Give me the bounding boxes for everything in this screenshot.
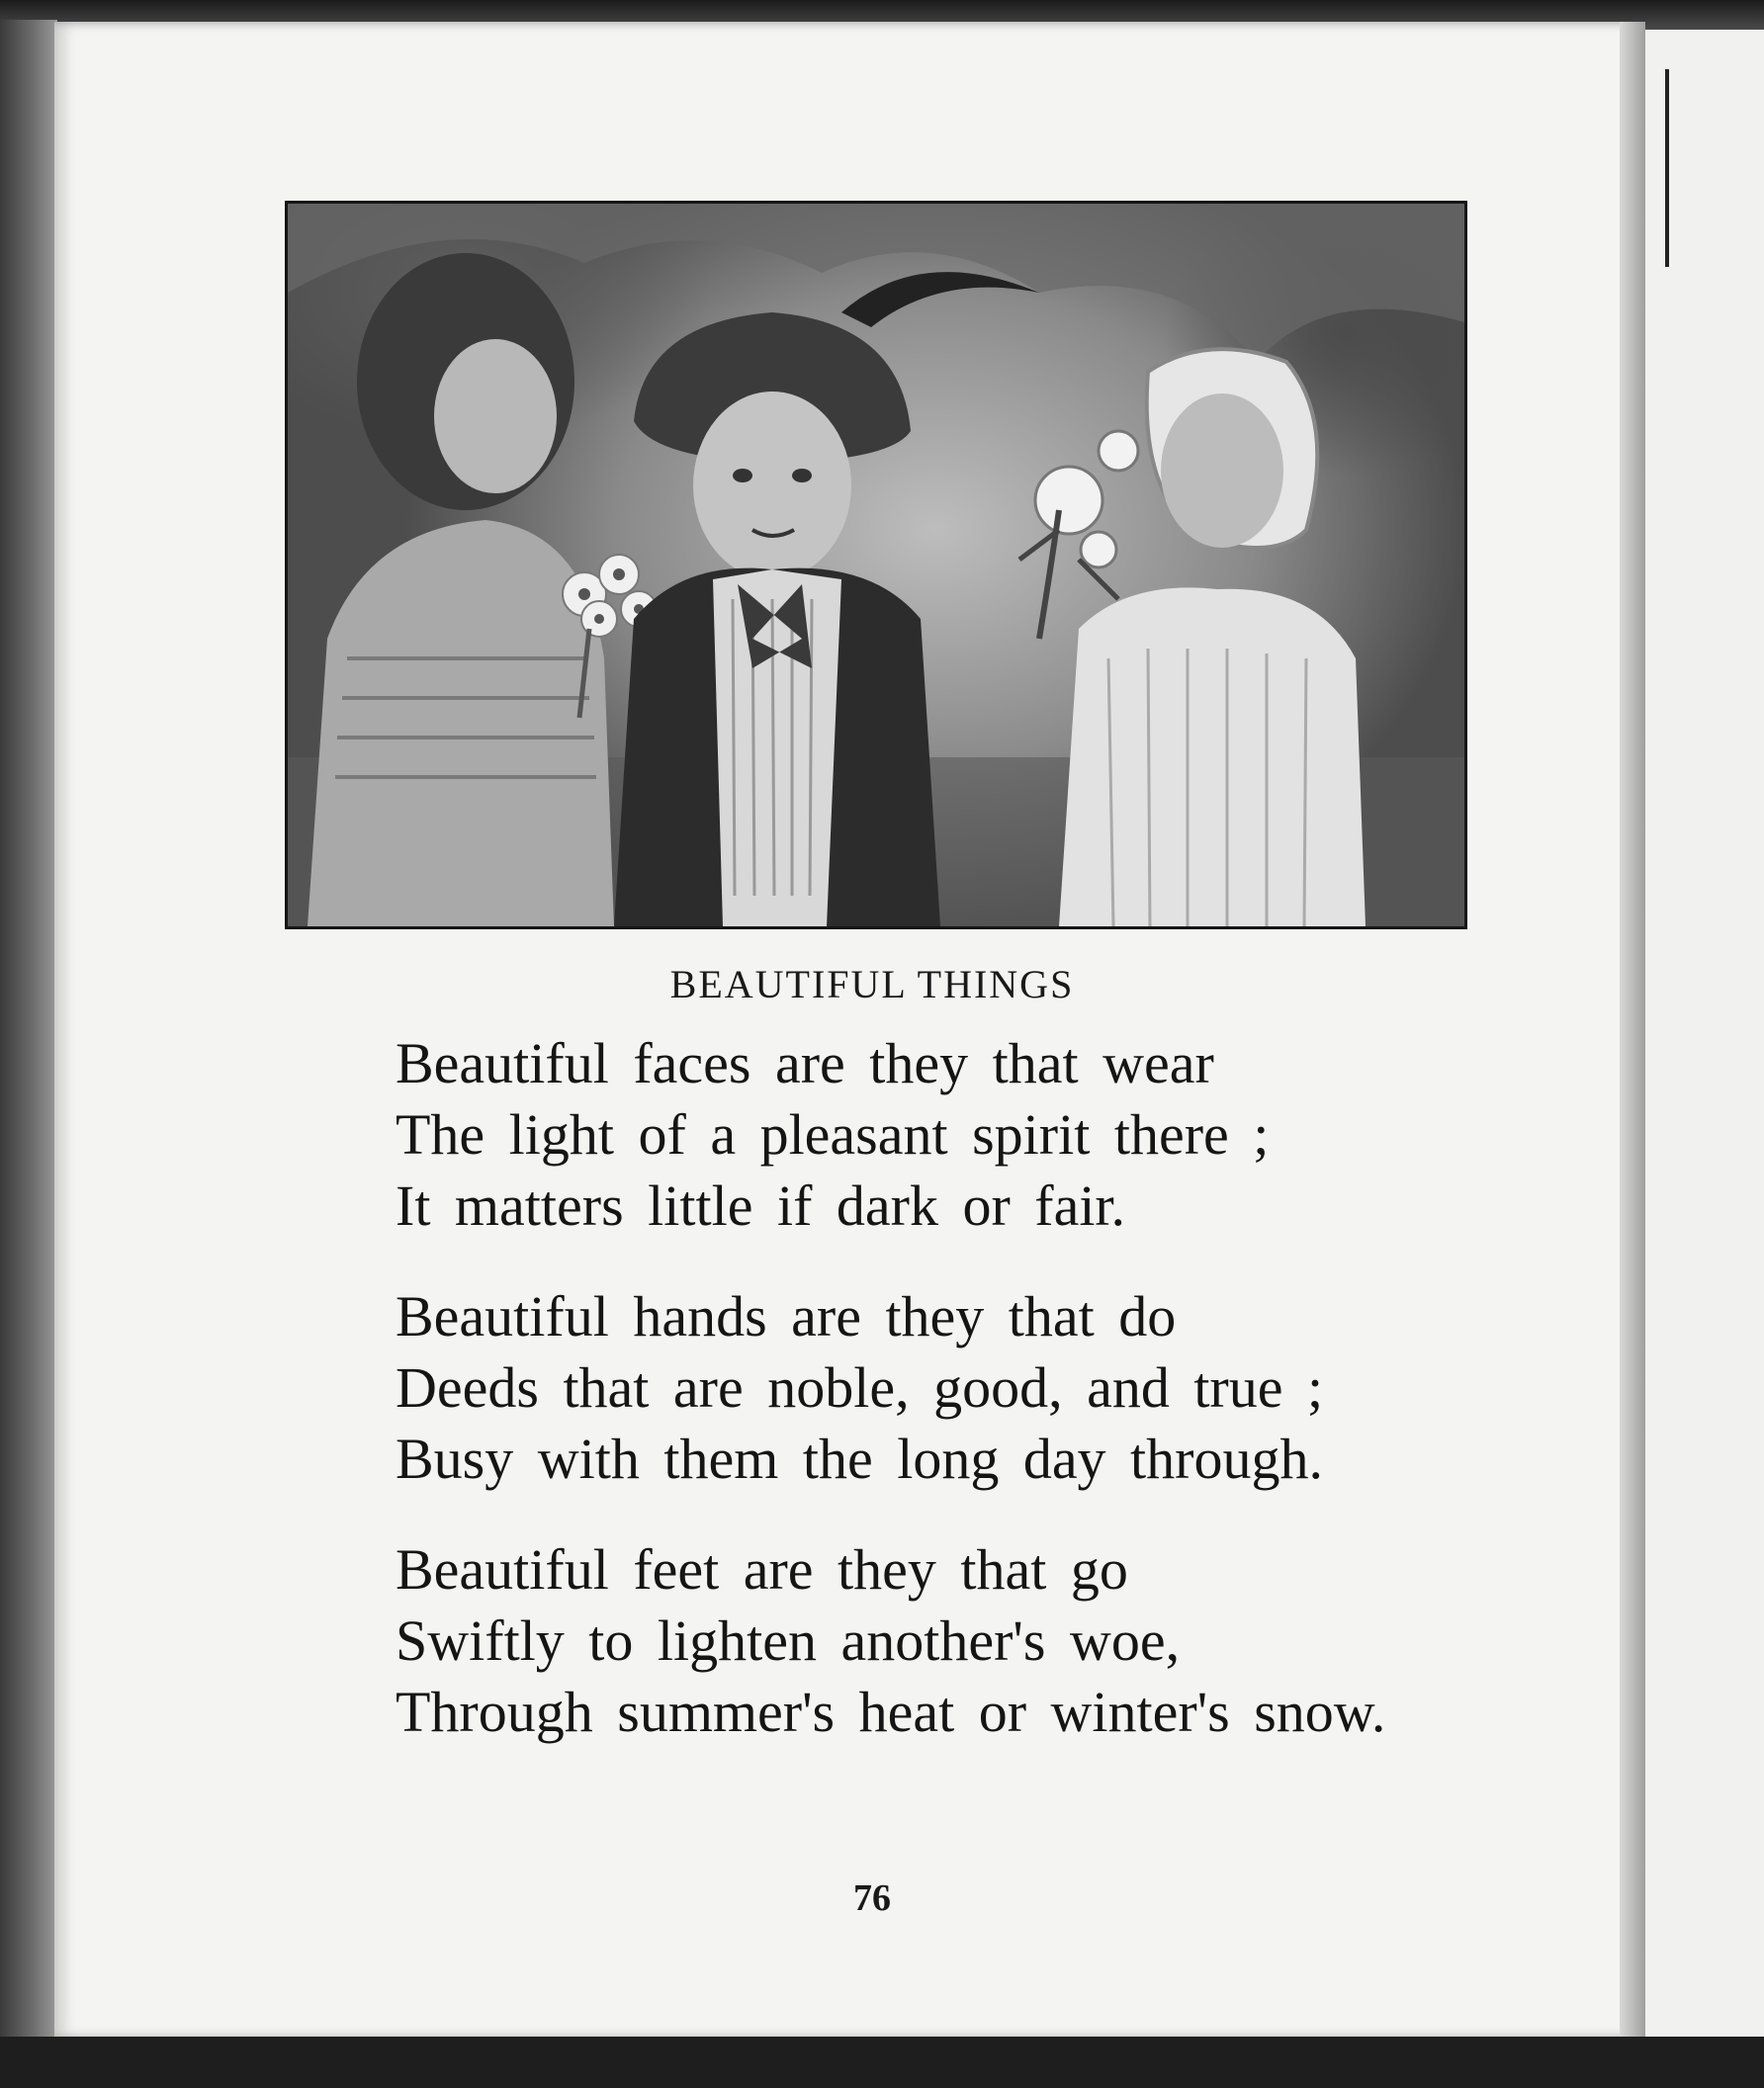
illustration-plate bbox=[285, 201, 1467, 929]
book-binding bbox=[0, 20, 57, 2037]
facing-page-sliver bbox=[1645, 30, 1764, 2037]
poem-line: Busy with them the long day through. bbox=[396, 1427, 1323, 1491]
stanza-1 bbox=[396, 1028, 1533, 1242]
poem-line: Swiftly to lighten another's woe, bbox=[396, 1609, 1181, 1673]
poem-line: Beautiful faces are they that wear bbox=[396, 1031, 1214, 1095]
poem-body bbox=[396, 1028, 1533, 1787]
poem-line: The light of a pleasant spirit there ; bbox=[396, 1102, 1270, 1167]
poem-line: Through summer's heat or winter's snow. bbox=[396, 1680, 1386, 1744]
scan-border-bottom bbox=[0, 2037, 1764, 2088]
poem-line: It matters little if dark or fair. bbox=[396, 1174, 1126, 1238]
poem-line: Deeds that are noble, good, and true ; bbox=[396, 1355, 1324, 1420]
stanza-2 bbox=[396, 1281, 1533, 1495]
facing-page-rule bbox=[1665, 69, 1669, 267]
poem-line: Beautiful hands are they that do bbox=[396, 1284, 1177, 1348]
poem-line: Beautiful feet are they that go bbox=[396, 1537, 1128, 1602]
page-number: 76 bbox=[853, 1877, 891, 1919]
stanza-3 bbox=[396, 1534, 1533, 1748]
illustration-children-with-flowers bbox=[288, 204, 1464, 926]
poem-title: BEAUTIFUL THINGS bbox=[669, 962, 1075, 1006]
page-gutter-edge bbox=[1620, 22, 1645, 2039]
